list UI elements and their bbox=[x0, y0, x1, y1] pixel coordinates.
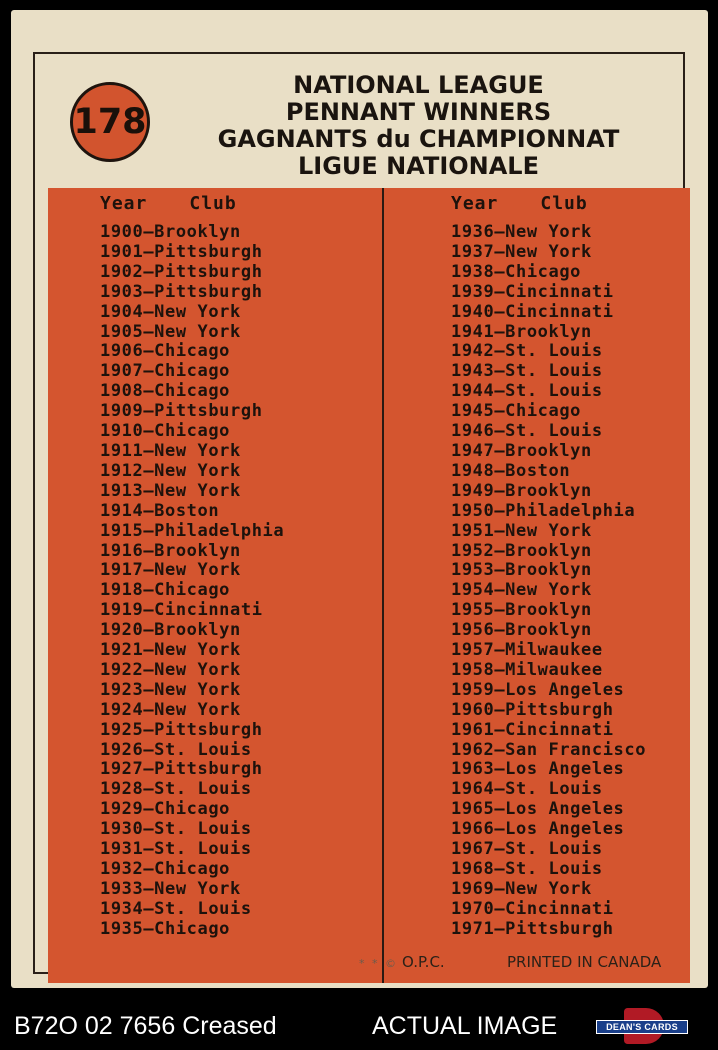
list-item: 1965—Los Angeles bbox=[451, 799, 625, 820]
list-item: 1946—St. Louis bbox=[451, 421, 603, 442]
list-item: 1926—St. Louis bbox=[100, 739, 252, 760]
left-header bbox=[100, 193, 237, 214]
winners-panel bbox=[48, 188, 690, 983]
list-item: 1956—Brooklyn bbox=[451, 620, 592, 641]
list-item: 1912—New York bbox=[100, 460, 241, 481]
list-item: 1943—St. Louis bbox=[451, 361, 603, 382]
title-line-3: GAGNANTS du CHAMPIONNAT bbox=[217, 125, 620, 153]
right-header-club: Club bbox=[540, 193, 588, 214]
list-item: 1934—St. Louis bbox=[100, 898, 252, 919]
left-header-year: Year bbox=[100, 193, 148, 214]
list-item: 1920—Brooklyn bbox=[100, 620, 241, 641]
card-title-block bbox=[191, 72, 646, 180]
list-item: 1937—New York bbox=[451, 241, 592, 262]
list-item: 1960—Pittsburgh bbox=[451, 699, 614, 720]
list-item: 1925—Pittsburgh bbox=[100, 719, 263, 740]
star-icon: * * © bbox=[359, 957, 398, 970]
list-item: 1953—Brooklyn bbox=[451, 560, 592, 581]
list-item: 1913—New York bbox=[100, 480, 241, 501]
list-item: 1969—New York bbox=[451, 878, 592, 899]
list-item: 1928—St. Louis bbox=[100, 779, 252, 800]
list-item: 1933—New York bbox=[100, 878, 241, 899]
list-item: 1915—Philadelphia bbox=[100, 520, 285, 541]
printed-in-canada: PRINTED IN CANADA bbox=[507, 953, 662, 971]
column-divider bbox=[382, 188, 384, 983]
list-item: 1958—Milwaukee bbox=[451, 659, 603, 680]
copyright-note bbox=[359, 953, 445, 971]
list-item: 1941—Brooklyn bbox=[451, 321, 592, 342]
list-item: 1970—Cincinnati bbox=[451, 898, 614, 919]
list-item: 1907—Chicago bbox=[100, 361, 231, 382]
list-item: 1904—New York bbox=[100, 301, 241, 322]
list-item: 1908—Chicago bbox=[100, 381, 231, 402]
list-item: 1939—Cincinnati bbox=[451, 281, 614, 302]
list-item: 1929—Chicago bbox=[100, 799, 231, 820]
list-item: 1901—Pittsburgh bbox=[100, 241, 263, 262]
listing-info-bar bbox=[0, 1000, 718, 1050]
right-header bbox=[451, 193, 588, 214]
condition-label: B72O 02 7656 Creased bbox=[14, 1012, 277, 1040]
list-item: 1954—New York bbox=[451, 580, 592, 601]
list-item: 1967—St. Louis bbox=[451, 839, 603, 860]
list-item: 1959—Los Angeles bbox=[451, 679, 625, 700]
list-item: 1962—San Francisco bbox=[451, 739, 647, 760]
list-item: 1910—Chicago bbox=[100, 421, 231, 442]
list-item: 1944—St. Louis bbox=[451, 381, 603, 402]
list-item: 1963—Los Angeles bbox=[451, 759, 625, 780]
list-item: 1948—Boston bbox=[451, 460, 571, 481]
list-item: 1930—St. Louis bbox=[100, 819, 252, 840]
list-item: 1900—Brooklyn bbox=[100, 222, 241, 242]
list-item: 1966—Los Angeles bbox=[451, 819, 625, 840]
list-item: 1905—New York bbox=[100, 321, 241, 342]
deans-cards-logo bbox=[596, 1008, 688, 1044]
list-item: 1964—St. Louis bbox=[451, 779, 603, 800]
list-item: 1917—New York bbox=[100, 560, 241, 581]
list-item: 1923—New York bbox=[100, 679, 241, 700]
list-item: 1911—New York bbox=[100, 440, 241, 461]
list-item: 1951—New York bbox=[451, 520, 592, 541]
list-item: 1924—New York bbox=[100, 699, 241, 720]
title-line-2: PENNANT WINNERS bbox=[285, 98, 552, 126]
list-item: 1903—Pittsburgh bbox=[100, 281, 263, 302]
logo-band: DEAN'S CARDS bbox=[596, 1020, 688, 1034]
title-line-1: NATIONAL LEAGUE bbox=[293, 71, 544, 99]
card-number-badge: 178 bbox=[70, 82, 150, 162]
title-line-4: LIGUE NATIONALE bbox=[297, 152, 539, 180]
list-item: 1950—Philadelphia bbox=[451, 500, 636, 521]
list-item: 1927—Pittsburgh bbox=[100, 759, 263, 780]
right-header-year: Year bbox=[451, 193, 499, 214]
list-item: 1971—Pittsburgh bbox=[451, 918, 614, 939]
list-item: 1931—St. Louis bbox=[100, 839, 252, 860]
list-item: 1916—Brooklyn bbox=[100, 540, 241, 561]
list-item: 1945—Chicago bbox=[451, 401, 582, 422]
list-item: 1955—Brooklyn bbox=[451, 600, 592, 621]
copyright-text: O.P.C. bbox=[402, 953, 445, 971]
list-item: 1961—Cincinnati bbox=[451, 719, 614, 740]
list-item: 1942—St. Louis bbox=[451, 341, 603, 362]
list-item: 1914—Boston bbox=[100, 500, 220, 521]
list-item: 1949—Brooklyn bbox=[451, 480, 592, 501]
list-item: 1936—New York bbox=[451, 222, 592, 242]
list-item: 1952—Brooklyn bbox=[451, 540, 592, 561]
list-item: 1918—Chicago bbox=[100, 580, 231, 601]
list-item: 1940—Cincinnati bbox=[451, 301, 614, 322]
list-item: 1935—Chicago bbox=[100, 918, 231, 939]
list-item: 1922—New York bbox=[100, 659, 241, 680]
list-item: 1968—St. Louis bbox=[451, 859, 603, 879]
card-back bbox=[11, 10, 708, 988]
left-rows bbox=[100, 223, 284, 940]
list-item: 1909—Pittsburgh bbox=[100, 401, 263, 422]
list-item: 1902—Pittsburgh bbox=[100, 261, 263, 282]
list-item: 1957—Milwaukee bbox=[451, 640, 603, 661]
list-item: 1947—Brooklyn bbox=[451, 440, 592, 461]
list-item: 1932—Chicago bbox=[100, 859, 231, 879]
right-rows bbox=[451, 223, 646, 940]
list-item: 1921—New York bbox=[100, 640, 241, 661]
actual-image-label: ACTUAL IMAGE bbox=[372, 1012, 558, 1040]
list-item: 1919—Cincinnati bbox=[100, 600, 263, 621]
list-item: 1906—Chicago bbox=[100, 341, 231, 362]
left-header-club: Club bbox=[189, 193, 237, 214]
list-item: 1938—Chicago bbox=[451, 261, 582, 282]
